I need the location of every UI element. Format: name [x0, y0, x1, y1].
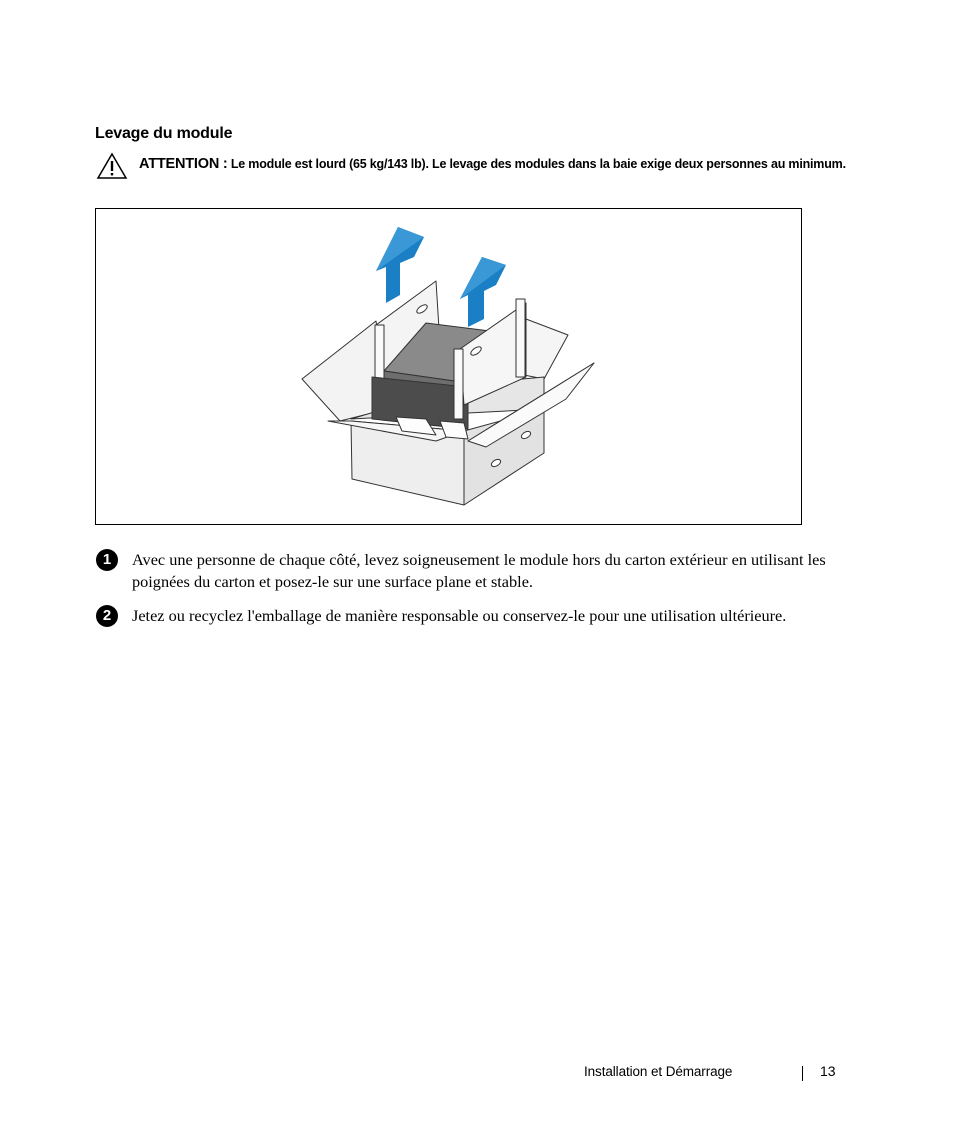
footer-divider	[802, 1066, 803, 1081]
step-2-number: 2	[96, 605, 118, 627]
attention-notice	[139, 154, 869, 174]
box-lifting-illustration	[96, 209, 801, 524]
attention-label: ATTENTION :	[139, 156, 228, 172]
page-number: 13	[820, 1063, 836, 1079]
section-heading: Levage du module	[95, 125, 233, 142]
lift-arrow-left-icon	[376, 227, 424, 303]
step-1-text: Avec une personne de chaque côté, levez soigneusement le module hors du carton extérieur en utilisant les poignées du carton et posez-le sur une surface plane et stable.	[132, 550, 826, 591]
figure-illustration	[95, 208, 802, 525]
warning-triangle-icon	[96, 152, 128, 180]
step-1-number: 1	[96, 549, 118, 571]
lift-arrow-right-icon	[460, 257, 506, 327]
step-2-text: Jetez ou recyclez l'emballage de manière responsable ou conservez-le pour une utilisation ultérieure.	[132, 606, 787, 625]
attention-text: Le module est lourd (65 kg/143 lb). Le levage des modules dans la baie exige deux personnes au minimum.	[230, 157, 846, 171]
footer-section-title: Installation et Démarrage	[584, 1064, 733, 1079]
